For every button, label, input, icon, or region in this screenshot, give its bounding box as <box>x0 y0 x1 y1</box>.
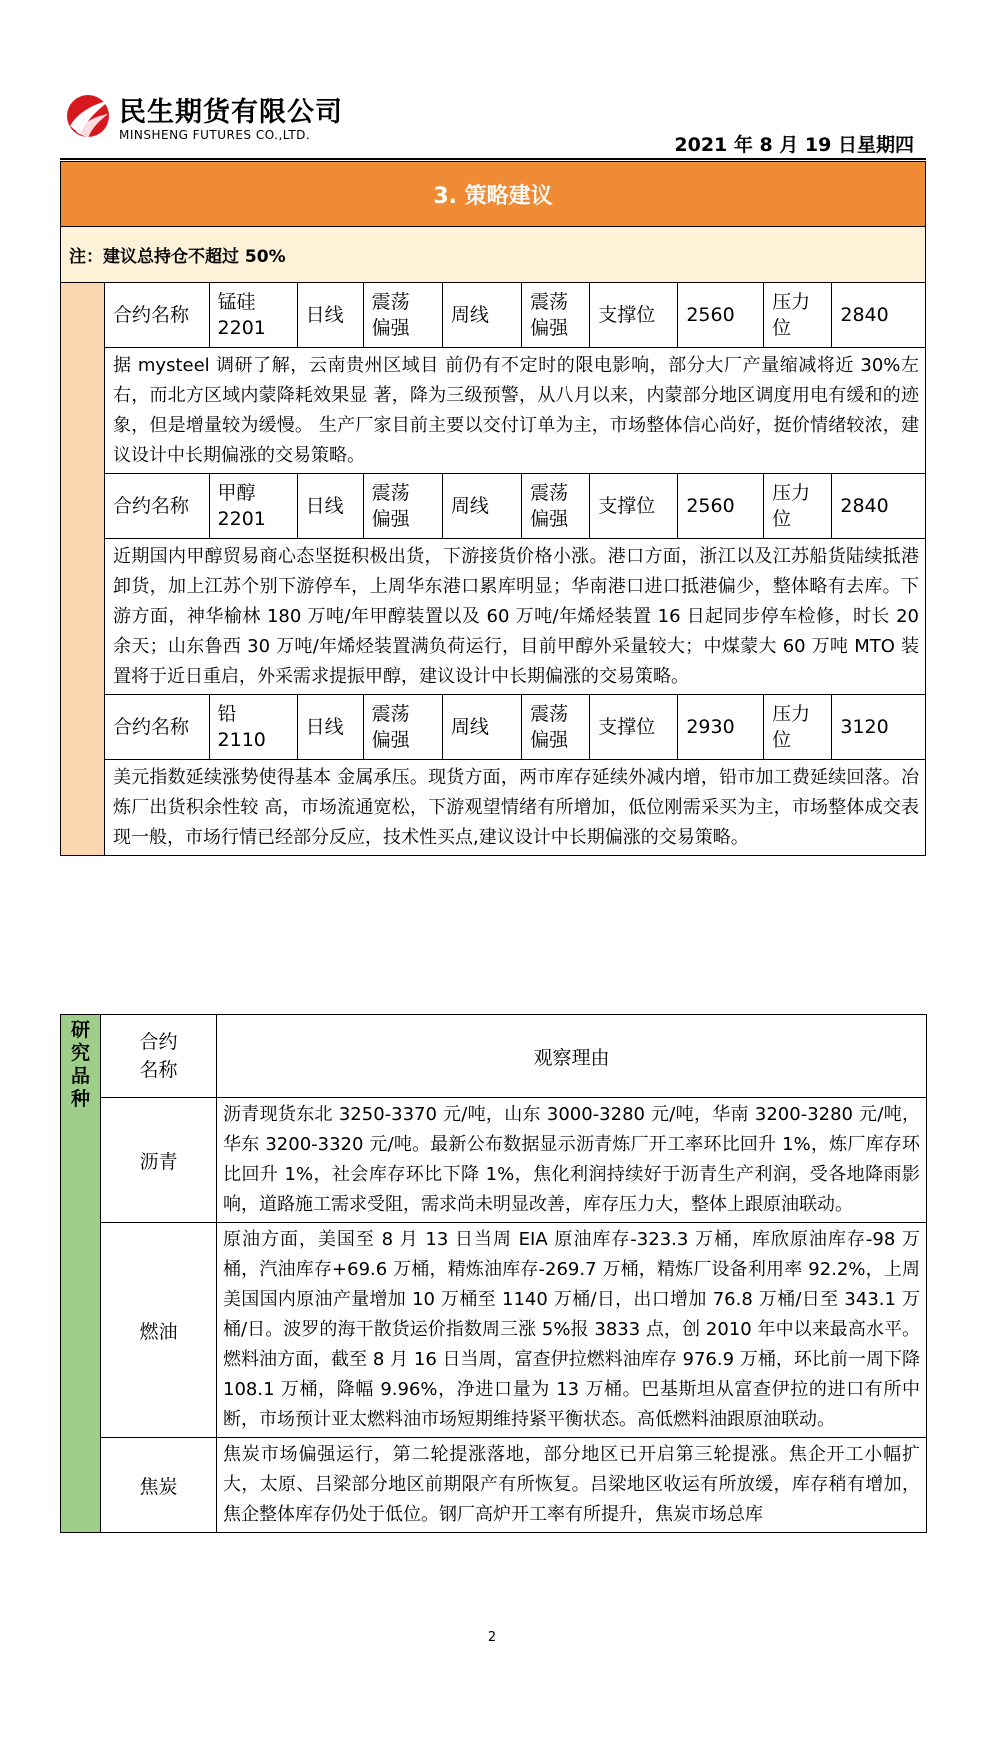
pressure-label: 压力 位 <box>764 695 832 760</box>
pressure-label: 压力 位 <box>764 283 832 348</box>
support-value: 2560 <box>678 283 764 348</box>
daily-label: 日线 <box>297 283 363 348</box>
research-table <box>60 1014 927 1533</box>
column-header-reason: 观察理由 <box>217 1015 927 1098</box>
contract-label: 合约名称 <box>105 695 210 760</box>
section-title: 3. 策略建议 <box>61 162 926 227</box>
header-divider <box>60 158 926 160</box>
strategy-table <box>60 161 926 856</box>
support-value: 2560 <box>678 474 764 539</box>
contract-analysis: 美元指数延续涨势使得基本 金属承压。现货方面，两市库存延续外减内增，铅市加工费延续回落。冶炼厂出货积余性较 高，市场流通宽松，下游观望情绪有所增加，低位刚需采买为主，市场整体成交表现一般，市场行情已经部分反应，技术性买点,建议设计中长期偏涨的交易策略。 <box>105 760 926 856</box>
daily-trend: 震荡 偏强 <box>363 474 442 539</box>
weekly-label: 周线 <box>442 283 521 348</box>
variety-reason: 原油方面，美国至 8 月 13 日当周 EIA 原油库存-323.3 万桶，库欣原油库存-98 万桶，汽油库存+69.6 万桶，精炼油库存-269.7 万桶，精炼厂设备利用率 92.2%，上周美国国内原油产量增加 10 万桶至 1140 万桶/日，出口增加 76.8 万桶/日至 343.1 万桶/日。波罗的海干散货运价指数周三涨 5%报 3833 点，创 2010 年中以来最高水平。燃料油方面，截至 8 月 16 日当周，富查伊拉燃料油库存 976.9 万桶，环比前一周下降 108.1 万桶，降幅 9.96%，净进口量为 13 万桶。巴基斯坦从富查伊拉的进口有所中断，市场预计亚太燃料油市场短期维持紧平衡状态。高低燃料油跟原油联动。 <box>217 1223 927 1438</box>
daily-label: 日线 <box>297 474 363 539</box>
contract-name: 甲醇 2201 <box>209 474 297 539</box>
report-date: 2021 年 8 月 19 日星期四 <box>674 134 914 156</box>
column-header-name: 合约 名称 <box>101 1015 217 1098</box>
research-side-label: 研 究 品 种 <box>61 1015 101 1533</box>
daily-label: 日线 <box>297 695 363 760</box>
swoosh-logo-icon <box>64 88 114 148</box>
variety-name: 燃油 <box>101 1223 217 1438</box>
weekly-label: 周线 <box>442 695 521 760</box>
support-label: 支撑位 <box>590 283 678 348</box>
contract-row <box>61 474 926 539</box>
research-row <box>61 1223 927 1438</box>
weekly-trend: 震荡 偏强 <box>522 474 590 539</box>
contract-row <box>61 695 926 760</box>
weekly-label: 周线 <box>442 474 521 539</box>
position-note: 注：建议总持仓不超过 50% <box>61 227 926 283</box>
pressure-value: 2840 <box>832 474 926 539</box>
variety-reason: 焦炭市场偏强运行，第二轮提涨落地，部分地区已开启第三轮提涨。焦企开工小幅扩大，太原、吕梁部分地区前期限产有所恢复。吕梁地区收运有所放缓，库存稍有增加，焦企整体库存仍处于低位。钢厂高炉开工率有所提升，焦炭市场总库 <box>217 1438 927 1533</box>
contract-name: 锰硅 2201 <box>209 283 297 348</box>
daily-trend: 震荡 偏强 <box>363 283 442 348</box>
research-row <box>61 1438 927 1533</box>
page-number: 2 <box>487 1630 497 1645</box>
variety-name: 焦炭 <box>101 1438 217 1533</box>
contract-analysis: 据 mysteel 调研了解，云南贵州区域目 前仍有不定时的限电影响，部分大厂产量缩减将近 30%左右，而北方区域内蒙降耗效果显 著，降为三级预警，从八月以来，内蒙部分地区调度用电有缓和的迹象，但是增量较为缓慢。 生产厂家目前主要以交付订单为主，市场整体信心尚好，挺价情绪较浓，建议设计中长期偏涨的交易策略。 <box>105 348 926 474</box>
contract-analysis: 近期国内甲醇贸易商心态坚挺积极出货，下游接货价格小涨。港口方面，浙江以及江苏船货陆续抵港卸货，加上江苏个别下游停车，上周华东港口累库明显；华南港口进口抵港偏少，整体略有去库。下游方面，神华榆林 180 万吨/年甲醇装置以及 60 万吨/年烯烃装置 16 日起同步停车检修，时长 20 余天；山东鲁西 30 万吨/年烯烃装置满负荷运行，目前甲醇外采量较大；中煤蒙大 60 万吨 MTO 装置将于近日重启，外采需求提振甲醇，建议设计中长期偏涨的交易策略。 <box>105 539 926 695</box>
company-name-en: MINSHENG FUTURES CO.,LTD. <box>119 128 311 142</box>
weekly-trend: 震荡 偏强 <box>522 695 590 760</box>
company-logo <box>64 86 364 152</box>
contract-row <box>61 283 926 348</box>
daily-trend: 震荡 偏强 <box>363 695 442 760</box>
weekly-trend: 震荡 偏强 <box>522 283 590 348</box>
support-label: 支撑位 <box>590 695 678 760</box>
contract-label: 合约名称 <box>105 283 210 348</box>
pressure-value: 2840 <box>832 283 926 348</box>
research-row <box>61 1098 927 1223</box>
company-name-cn: 民生期货有限公司 <box>119 97 343 128</box>
variety-name: 沥青 <box>101 1098 217 1223</box>
support-label: 支撑位 <box>590 474 678 539</box>
contract-label: 合约名称 <box>105 474 210 539</box>
pressure-value: 3120 <box>832 695 926 760</box>
variety-reason: 沥青现货东北 3250-3370 元/吨，山东 3000-3280 元/吨，华南 3200-3280 元/吨，华东 3200-3320 元/吨。最新公布数据显示沥青炼厂开工率环比回升 1%，炼厂库存环比回升 1%，社会库存环比下降 1%，焦化利润持续好于沥青生产利润，受各地降雨影响，道路施工需求受阻，需求尚未明显改善，库存压力大，整体上跟原油联动。 <box>217 1098 927 1223</box>
pressure-label: 压力 位 <box>764 474 832 539</box>
support-value: 2930 <box>678 695 764 760</box>
contract-name: 铅 2110 <box>209 695 297 760</box>
strategy-side-bar <box>61 283 105 856</box>
